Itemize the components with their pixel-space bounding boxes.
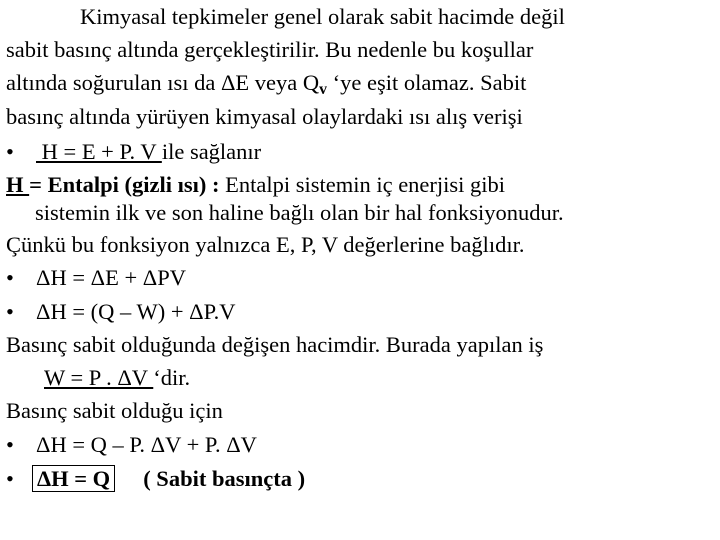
equation-bullet-result xyxy=(6,468,305,491)
definition-text: Entalpi sistemin iç enerjisi gibi xyxy=(219,172,506,197)
paragraph-line: Kimyasal tepkimeler genel olarak sabit hacimde değil xyxy=(80,4,565,29)
definition-continuation: sistemin ilk ve son haline bağlı olan bir hal fonksiyonudur. xyxy=(35,200,564,225)
paragraph-line: Basınç sabit olduğu için xyxy=(6,398,223,423)
result-note: ( Sabit basınçta ) xyxy=(143,466,306,491)
paragraph-line: basınç altında yürüyen kimyasal olaylardaki ısı alış verişi xyxy=(6,104,523,129)
equation-text: ΔH = (Q – W) + ΔP.V xyxy=(36,299,236,324)
paragraph-line: Çünkü bu fonksiyon yalnızca E, P, V değerlerine bağlıdır. xyxy=(6,232,525,257)
enthalpy-formula: H = E + P. V xyxy=(36,139,162,164)
text-segment: ‘ye eşit olamaz. Sabit xyxy=(327,70,527,95)
paragraph-line: sabit basınç altında gerçekleştirilir. Bu nedenle bu koşullar xyxy=(6,37,534,62)
work-formula: W = P . ΔV xyxy=(44,365,154,390)
equation-text: ΔH = ΔE + ΔPV xyxy=(36,265,187,290)
enthalpy-definition xyxy=(6,174,505,197)
paragraph-line xyxy=(6,72,526,98)
equation-bullet xyxy=(6,301,236,324)
text-segment: ‘dir. xyxy=(153,365,191,390)
text-segment: altında soğurulan ısı da ΔE veya Q xyxy=(6,70,320,95)
paragraph-line: Basınç sabit olduğunda değişen hacimdir. Burada yapılan iş xyxy=(6,332,544,357)
bullet-symbol: • xyxy=(6,265,14,290)
bullet-symbol: • xyxy=(6,139,14,164)
boxed-result-formula: ΔH = Q xyxy=(32,465,115,492)
subscript-v: v xyxy=(319,80,328,98)
equation-text: ΔH = Q – P. ΔV + P. ΔV xyxy=(36,432,257,457)
definition-title: = Entalpi (gizli ısı) : xyxy=(29,172,220,197)
bullet-symbol: • xyxy=(6,432,14,457)
text-segment: ile sağlanır xyxy=(161,139,262,164)
bullet-symbol: • xyxy=(6,466,14,491)
term-h: H xyxy=(6,172,30,197)
equation-bullet xyxy=(6,434,257,457)
equation-bullet xyxy=(6,267,186,290)
bullet-enthalpy-relation xyxy=(6,141,261,164)
bullet-symbol: • xyxy=(6,299,14,324)
work-formula-line xyxy=(44,367,190,390)
